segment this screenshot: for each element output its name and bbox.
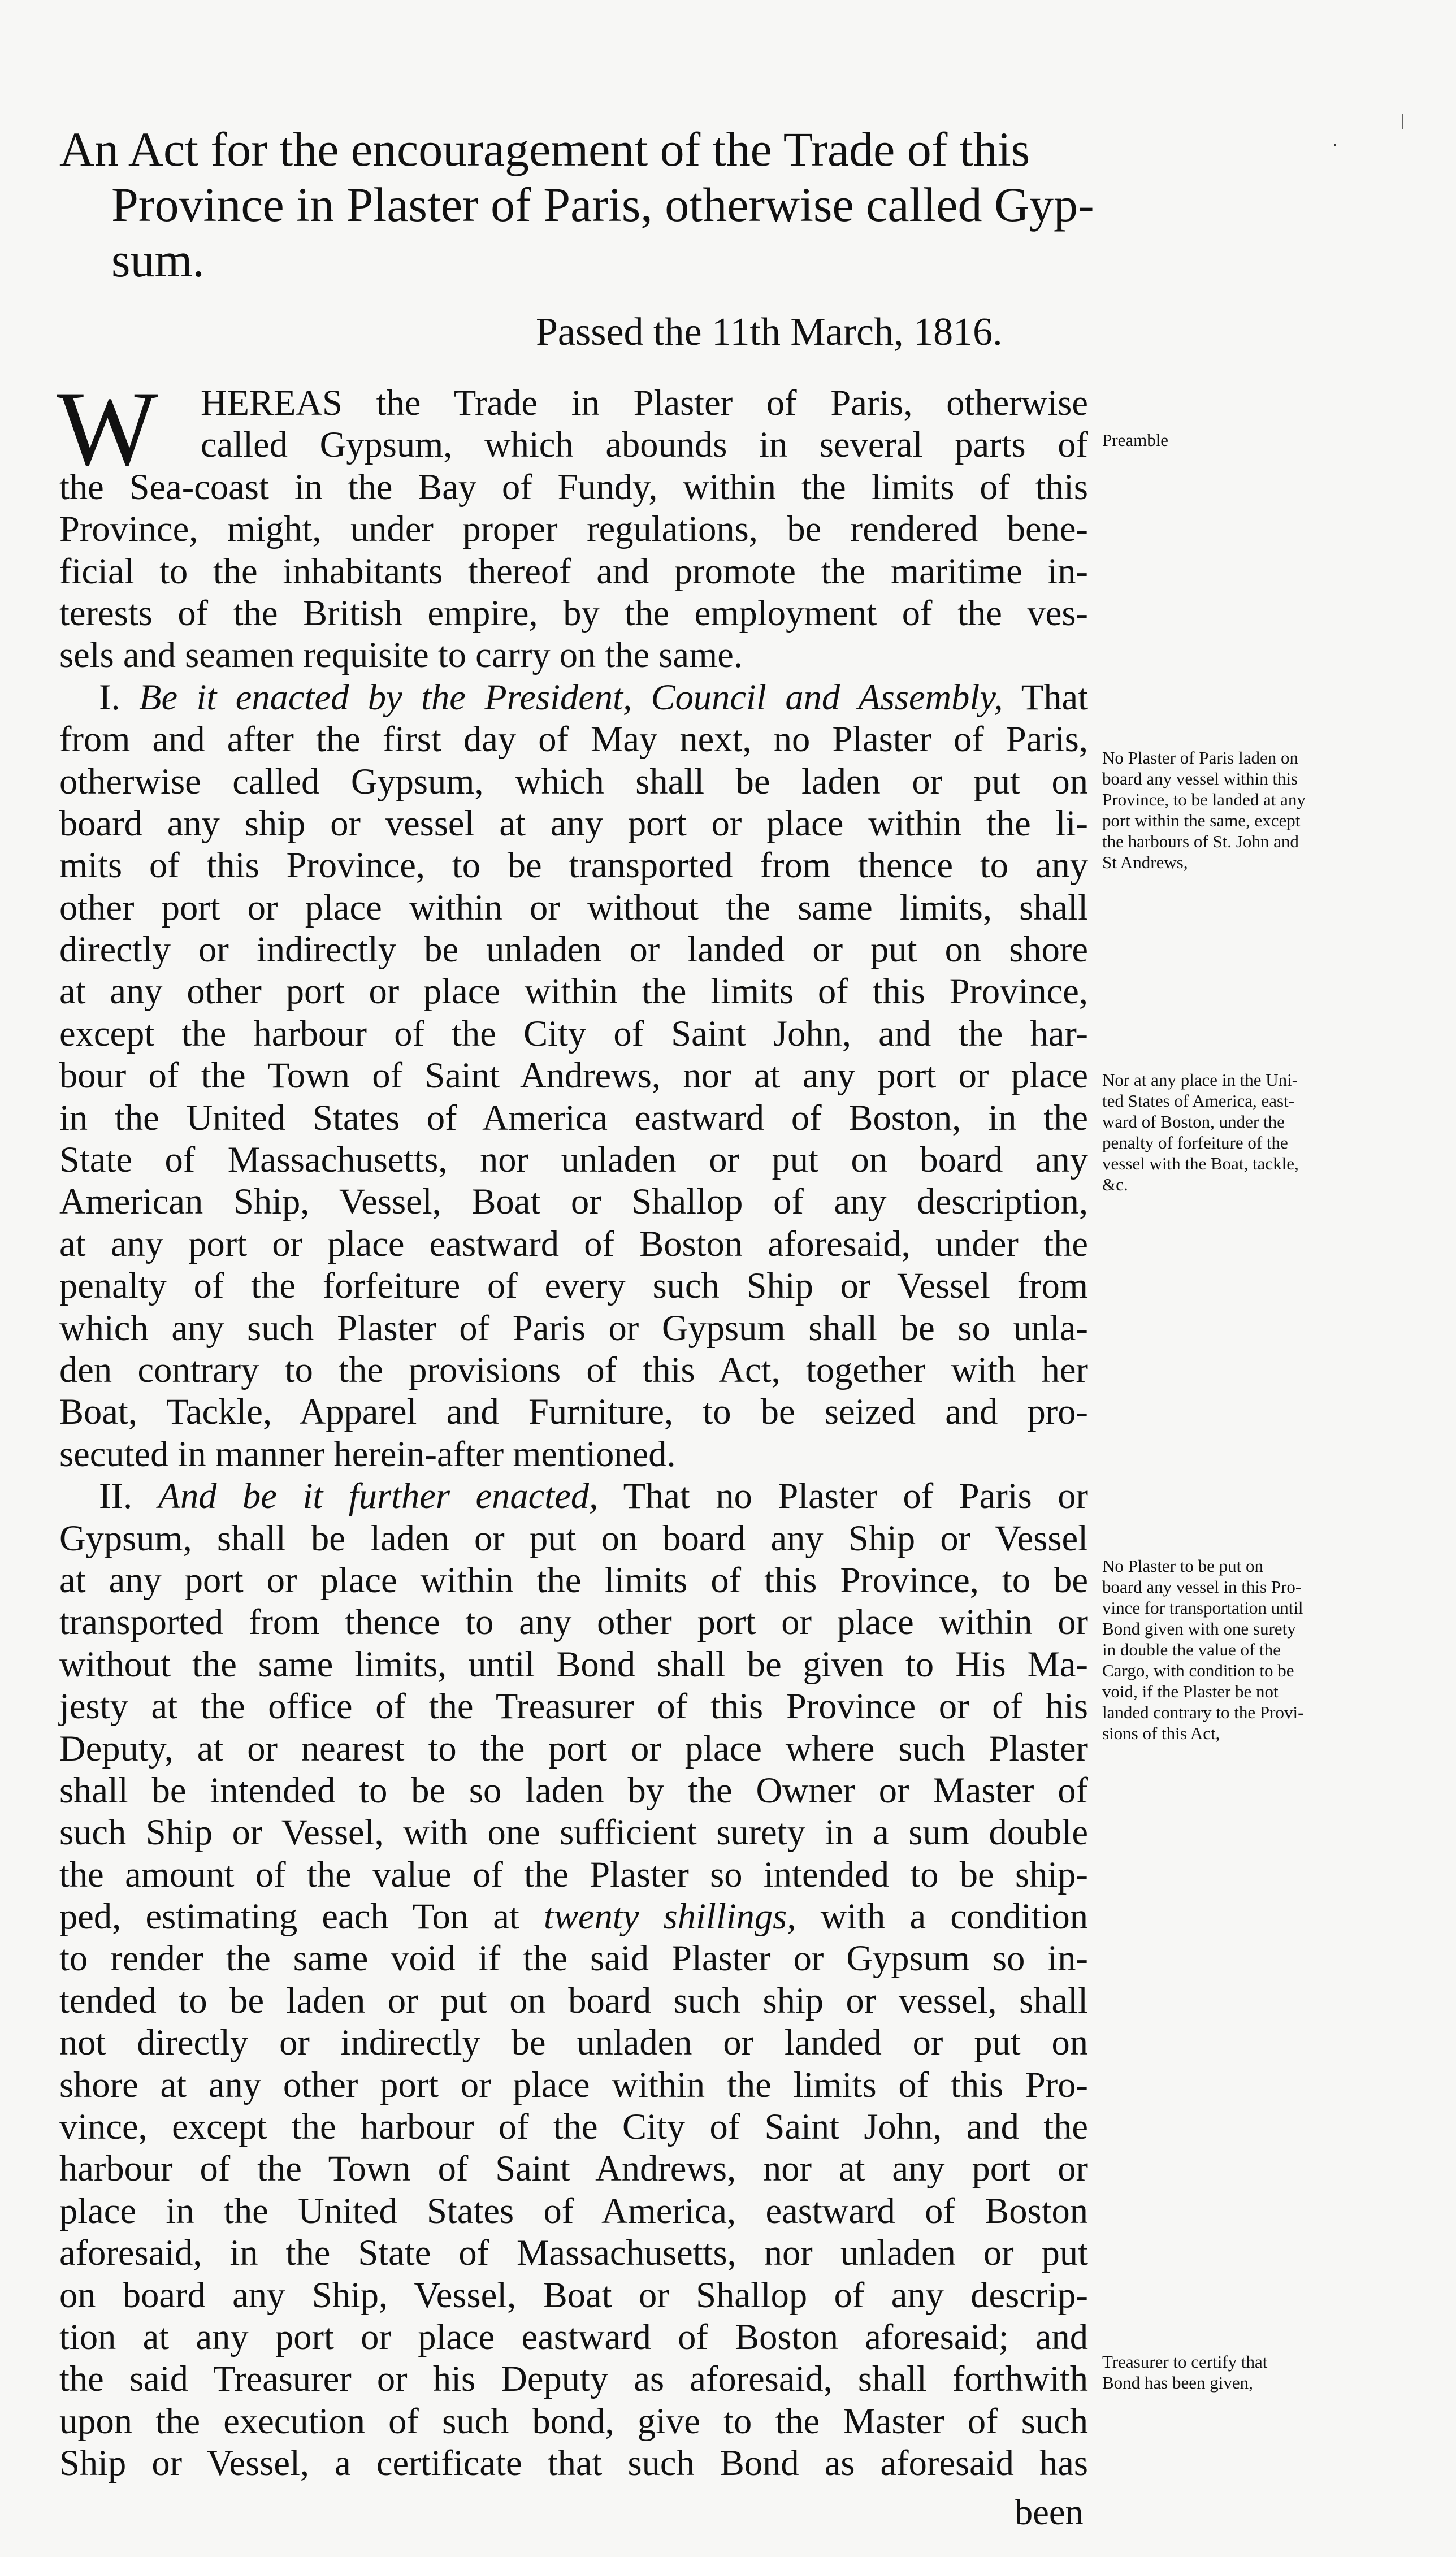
- text-line: the Sea-coast in the Bay of Fundy, within the limits of this: [59, 466, 1088, 507]
- text-line: in the United States of America eastward of Boston, in the: [59, 1097, 1088, 1138]
- passed-date: Passed the 11th March, 1816.: [536, 310, 1003, 354]
- margin-note-line: vince for transportation until: [1102, 1598, 1303, 1618]
- text-line: mits of this Province, to be transported from thence to any: [59, 845, 1088, 886]
- margin-note-line: Province, to be landed at any: [1102, 790, 1306, 809]
- text-line: at any port or place eastward of Boston aforesaid, under the: [59, 1223, 1088, 1264]
- margin-note-line: &c.: [1102, 1175, 1128, 1194]
- text-line: HEREAS the Trade in Plaster of Paris, otherwise: [201, 383, 1088, 423]
- text-line: Boat, Tackle, Apparel and Furniture, to be seized and pro-: [59, 1392, 1088, 1432]
- margin-note-line: sions of this Act,: [1102, 1723, 1220, 1743]
- text-line: Province, might, under proper regulations, be rendered bene-: [59, 509, 1088, 549]
- margin-note-line: penalty of forfeiture of the: [1102, 1133, 1288, 1152]
- text-line: jesty at the office of the Treasurer of this Province or of his: [59, 1686, 1088, 1727]
- text-line: ped, estimating each Ton at twenty shillings, with a condition: [59, 1896, 1089, 1937]
- text-line: bour of the Town of Saint Andrews, nor at any port or place: [59, 1055, 1088, 1096]
- text-line: called Gypsum, which abounds in several parts of: [201, 424, 1088, 465]
- text-line: shall be intended to be so laden by the Owner or Master of: [59, 1770, 1088, 1810]
- margin-note-line: the harbours of St. John and: [1102, 831, 1299, 851]
- margin-note-line: port within the same, except: [1102, 811, 1301, 830]
- text-line: board any ship or vessel at any port or place within the li-: [59, 803, 1088, 843]
- act-title: [59, 122, 1116, 288]
- section-heading-line: II. And be it further enacted, That no Plaster of Paris or: [99, 1476, 1089, 1516]
- margin-note-line: Cargo, with condition to be: [1102, 1661, 1294, 1680]
- margin-note-line: void, if the Plaster be not: [1102, 1681, 1279, 1701]
- text-line: Deputy, at or nearest to the port or place where such Plaster: [59, 1728, 1088, 1769]
- text-line: upon the execution of such bond, give to the Master of such: [59, 2400, 1088, 2441]
- text-line: the amount of the value of the Plaster so intended to be ship-: [59, 1854, 1088, 1895]
- text-line: Ship or Vessel, a certificate that such Bond as aforesaid has: [59, 2443, 1088, 2484]
- text-line: den contrary to the provisions of this Act, together with her: [59, 1349, 1088, 1390]
- text-line: not directly or indirectly be unladen or landed or put on: [59, 2022, 1088, 2063]
- text-line: Gypsum, shall be laden or put on board any Ship or Vessel: [59, 1518, 1088, 1558]
- title-line: sum.: [111, 233, 205, 287]
- text-line: the said Treasurer or his Deputy as aforesaid, shall forthwith: [59, 2359, 1088, 2399]
- text-line: directly or indirectly be unladen or landed or put on shore: [59, 929, 1088, 970]
- text-line: transported from thence to any other port or place within or: [59, 1602, 1088, 1642]
- margin-note-line: in double the value of the: [1102, 1640, 1281, 1659]
- margin-note-line: No Plaster to be put on: [1102, 1556, 1263, 1576]
- margin-note-bond: [1102, 1555, 1368, 1744]
- catchword: been: [1015, 2492, 1084, 2532]
- drop-cap: W: [57, 370, 158, 488]
- text-line: on board any Ship, Vessel, Boat or Shallop of any descrip-: [59, 2274, 1088, 2315]
- text-line: ficial to the inhabitants thereof and promote the maritime in-: [59, 551, 1088, 591]
- text-line: except the harbour of the City of Saint John, and the har-: [59, 1013, 1088, 1054]
- text-line: which any such Plaster of Paris or Gypsum shall be so unla-: [59, 1307, 1088, 1348]
- text-line: at any other port or place within the limits of this Province,: [59, 971, 1088, 1012]
- text-line: American Ship, Vessel, Boat or Shallop of any description,: [59, 1181, 1088, 1222]
- text-line: vince, except the harbour of the City of Saint John, and the: [59, 2107, 1088, 2147]
- margin-note-landing: [1102, 747, 1368, 873]
- text-line: shore at any other port or place within the limits of this Pro-: [59, 2064, 1088, 2105]
- margin-note-line: Treasurer to certify that: [1102, 2352, 1268, 2372]
- margin-note-line: vessel with the Boat, tackle,: [1102, 1154, 1299, 1173]
- text-line: without the same limits, until Bond shall be given to His Ma-: [59, 1644, 1088, 1684]
- text-line: place in the United States of America, eastward of Boston: [59, 2190, 1088, 2231]
- italic-phrase: Be it enacted by the President, Council and Assembly,: [139, 677, 1003, 717]
- text-line: such Ship or Vessel, with one sufficient surety in a sum double: [59, 1812, 1088, 1853]
- scan-mark: |: [1401, 111, 1405, 129]
- text-line: tion at any port or place eastward of Boston aforesaid; and: [59, 2316, 1088, 2357]
- text-line: sels and seamen requisite to carry on the same.: [59, 635, 743, 675]
- act-body: [57, 370, 1089, 2485]
- title-line: Province in Plaster of Paris, otherwise called Gyp-: [111, 177, 1094, 232]
- margin-note-united-states: [1102, 1069, 1368, 1195]
- text-line: other port or place within or without the same limits, shall: [59, 887, 1088, 928]
- margin-note-line: No Plaster of Paris laden on: [1102, 748, 1298, 768]
- margin-note-line: ted States of America, east-: [1102, 1091, 1295, 1111]
- text-line: harbour of the Town of Saint Andrews, nor at any port or: [59, 2148, 1088, 2189]
- text-line: terests of the British empire, by the employment of the ves-: [59, 592, 1088, 633]
- margin-note-line: board any vessel within this: [1102, 769, 1298, 788]
- text-line: tended to be laden or put on board such ship or vessel, shall: [59, 1980, 1088, 2021]
- margin-note-line: landed contrary to the Provi-: [1102, 1702, 1304, 1722]
- text-line: to render the same void if the said Plaster or Gypsum so in-: [59, 1938, 1088, 1979]
- text-line: penalty of the forfeiture of every such Ship or Vessel from: [59, 1266, 1088, 1306]
- italic-phrase: And be it further enacted,: [158, 1476, 599, 1516]
- section-heading-line: I. Be it enacted by the President, Council and Assembly, That: [99, 677, 1088, 717]
- text-line: otherwise called Gypsum, which shall be laden or put on: [59, 761, 1088, 801]
- margin-note-line: Bond has been given,: [1102, 2373, 1253, 2393]
- italic-phrase: twenty shillings,: [544, 1896, 796, 1937]
- text-line: at any port or place within the limits of this Province, to be: [59, 1559, 1088, 1600]
- text-line: State of Massachusetts, nor unladen or put on board any: [59, 1139, 1088, 1180]
- margin-note-line: Nor at any place in the Uni-: [1102, 1070, 1298, 1090]
- text-line: aforesaid, in the State of Massachusetts, nor unladen or put: [59, 2233, 1088, 2273]
- margin-note-line: Preamble: [1102, 430, 1169, 450]
- margin-note-treasurer: [1102, 2351, 1368, 2393]
- margin-note-line: Bond given with one surety: [1102, 1619, 1296, 1639]
- text-line: from and after the first day of May next, no Plaster of Paris,: [59, 719, 1088, 760]
- margin-note-preamble: [1102, 430, 1368, 450]
- margin-note-line: ward of Boston, under the: [1102, 1112, 1285, 1132]
- title-line: An Act for the encouragement of the Trade of this: [59, 122, 1030, 176]
- text-line: secuted in manner herein-after mentioned.: [59, 1433, 676, 1474]
- margin-note-line: St Andrews,: [1102, 852, 1188, 872]
- scan-mark: .: [1333, 131, 1337, 150]
- margin-note-line: board any vessel in this Pro-: [1102, 1577, 1302, 1597]
